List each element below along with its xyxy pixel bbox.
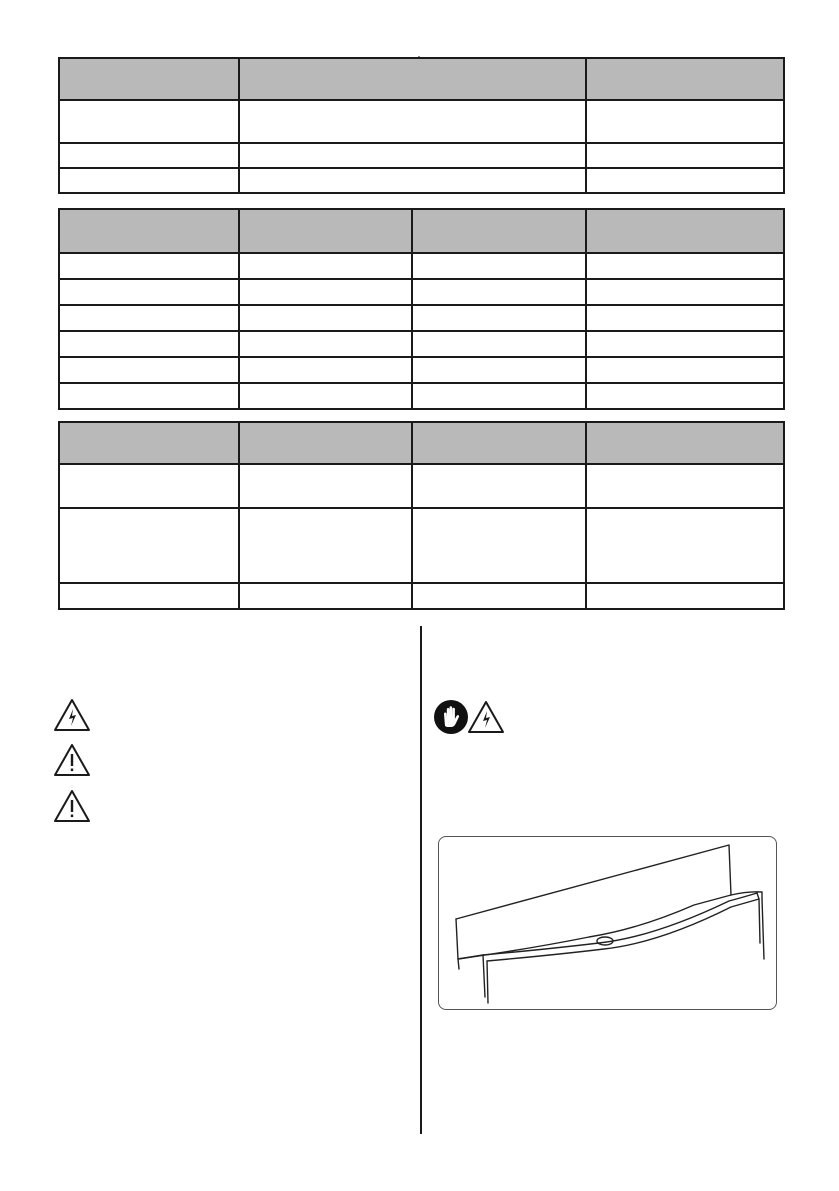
table-row [59, 279, 784, 305]
electric-shock-warning-icon [467, 700, 505, 734]
table-row [59, 464, 784, 508]
table-cell [59, 279, 239, 305]
table-cell [239, 100, 586, 143]
drip-channel-drawing [439, 837, 778, 1011]
drip-channel-illustration [438, 836, 777, 1010]
table-row [59, 253, 784, 279]
table-header-cell [412, 209, 586, 253]
table-header-cell [586, 422, 784, 464]
caution-warning-icon [53, 743, 91, 777]
column-divider [420, 626, 422, 1134]
table-header-cell [59, 422, 239, 464]
do-not-touch-hand-icon [433, 699, 469, 735]
table-cell [59, 331, 239, 357]
table-header-cell [59, 58, 239, 100]
table-cell [586, 464, 784, 508]
table-cell [412, 331, 586, 357]
table-cell [59, 100, 239, 143]
table-cell [59, 508, 239, 583]
table-cell [412, 383, 586, 409]
table-cell [239, 279, 412, 305]
table-cell [586, 508, 784, 583]
table-cell [239, 253, 412, 279]
table-cell [412, 357, 586, 383]
table-row [59, 143, 784, 168]
table-cell [239, 583, 412, 609]
table-cell [59, 583, 239, 609]
table-row [59, 305, 784, 331]
table-cell [586, 305, 784, 331]
table-header-cell [59, 209, 239, 253]
table-cell [59, 464, 239, 508]
spec-table-3 [58, 421, 785, 610]
table-header-cell [239, 209, 412, 253]
table-cell [239, 331, 412, 357]
table-cell [586, 143, 784, 168]
table-row [59, 331, 784, 357]
table-cell [59, 168, 239, 193]
table-cell [59, 143, 239, 168]
table-cell [239, 464, 412, 508]
table-header-cell [239, 422, 412, 464]
table-header-row [59, 209, 784, 253]
table-cell [239, 168, 586, 193]
table-cell [239, 305, 412, 331]
table-cell [239, 508, 412, 583]
table-cell [586, 168, 784, 193]
table-cell [59, 383, 239, 409]
table-header-row [59, 422, 784, 464]
table-cell [412, 305, 586, 331]
table-cell [412, 508, 586, 583]
table-cell [586, 253, 784, 279]
table-header-cell [586, 209, 784, 253]
table-row [59, 383, 784, 409]
table-cell [586, 331, 784, 357]
table-cell [59, 253, 239, 279]
table-cell [586, 383, 784, 409]
table-row [59, 583, 784, 609]
table-cell [59, 305, 239, 331]
electric-shock-warning-icon [53, 698, 91, 732]
table-cell [586, 279, 784, 305]
table-cell [586, 100, 784, 143]
table-cell [59, 357, 239, 383]
table-cell [239, 383, 412, 409]
table-row [59, 100, 784, 143]
caution-warning-icon [53, 789, 91, 823]
spec-table-2 [58, 208, 785, 410]
table-row [59, 508, 784, 583]
table-cell [239, 357, 412, 383]
table-row [59, 168, 784, 193]
table-cell [412, 253, 586, 279]
table-cell [412, 279, 586, 305]
spec-table-1 [58, 57, 785, 194]
table-cell [239, 143, 586, 168]
table-cell [412, 583, 586, 609]
table-cell [586, 583, 784, 609]
table-cell [586, 357, 784, 383]
table-cell [412, 464, 586, 508]
table-header-cell [586, 58, 784, 100]
table-row [59, 357, 784, 383]
table-header-row [59, 58, 784, 100]
table-header-cell [239, 58, 586, 100]
table-header-cell [412, 422, 586, 464]
